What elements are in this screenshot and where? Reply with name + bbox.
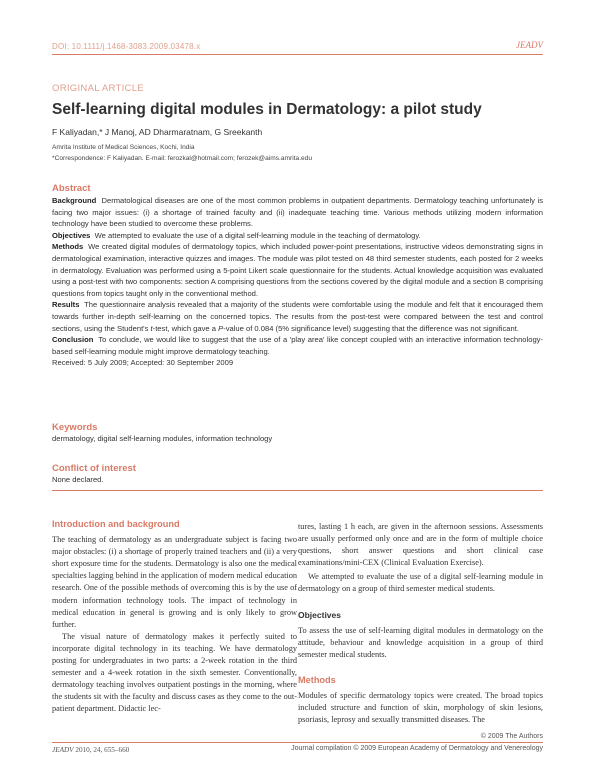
objectives-heading: Objectives bbox=[298, 609, 341, 620]
right-column bbox=[298, 521, 543, 726]
article-title: Self-learning digital modules in Dermatology: a pilot study bbox=[52, 101, 482, 118]
citation-journal: JEADV bbox=[52, 746, 74, 754]
abstract-conclusion bbox=[52, 334, 543, 357]
methods-heading: Methods bbox=[298, 674, 336, 685]
conflict-text: None declared. bbox=[52, 475, 104, 484]
citation bbox=[52, 746, 129, 754]
authors: F Kaliyadan,* J Manoj, AD Dharmaratnam, G Sreekanth bbox=[52, 127, 263, 137]
intro-heading: Introduction and background bbox=[52, 519, 180, 529]
conclusion-label: Conclusion bbox=[52, 335, 94, 345]
results-t: t bbox=[150, 323, 153, 333]
doi-line: DOI: 10.1111/j.1468-3083.2009.03478.x bbox=[52, 42, 201, 51]
results-p: P bbox=[218, 323, 224, 333]
section-tag: ORIGINAL ARTICLE bbox=[52, 83, 144, 94]
objectives-text: We attempted to evaluate the use of a digital self-learning module in the teaching of dermatology. bbox=[94, 230, 421, 240]
objectives-paragraph: To assess the use of self-learning digital modules in dermatology on the attitude, behaviour and knowledge acquisition in a group of third semester medical students. bbox=[298, 625, 543, 659]
conflict-heading: Conflict of interest bbox=[52, 463, 136, 474]
affiliation-block bbox=[52, 143, 312, 164]
methods-label: Methods bbox=[52, 242, 84, 252]
conclusion-text: To conclude, we would like to suggest that the use of a 'play area' like concept coupled with an interactive information technology-based self-learning module might improve dermatology teaching. bbox=[52, 335, 543, 356]
objectives-label: Objectives bbox=[52, 230, 91, 240]
intro-paragraph-2: The visual nature of dermatology makes it perfectly suited to incorporate digital technology in its teaching. We have dermatology posting for undergraduates in two parts: a 2-week rotation in the third semester and a 4-week rotation in the sixth semester. Conventionally, dermatology teaching involves outpatient postings in the morning, where the students sit with the faculty and discuss cases as they come to the out-patient department. Didactic lec- bbox=[52, 631, 297, 714]
results-label: Results bbox=[52, 300, 80, 310]
background-text: Dermatological diseases are one of the most common problems in outpatient departments. Dermatology teaching unfortunately is facing two major issues: (i) a shortage of trained faculty and (ii) inadequate teaching time. Various methods utilizing modern information technology have been studied to overcome these problems. bbox=[52, 196, 543, 229]
background-label: Background bbox=[52, 196, 97, 205]
results-text-b: -test, which gave a bbox=[152, 323, 219, 333]
right-paragraph-1: tures, lasting 1 h each, are given in the afternoon sessions. Assessments are usually performed only once and are in the form of multiple choice questions, short answer questions and short clinical case examinations/mini-CEX (Clinical Evaluation Exercise). bbox=[298, 522, 543, 568]
correspondence: *Correspondence: F Kaliyadan. E-mail: ferozkal@hotmail.com; ferozek@aims.amrita.edu bbox=[52, 154, 313, 162]
abstract-body bbox=[52, 195, 543, 369]
right-paragraph-2: We attempted to evaluate the use of a digital self-learning module in dermatology on a group of third semester medical students. bbox=[298, 572, 543, 594]
left-column bbox=[52, 518, 297, 716]
keywords-text: dermatology, digital self-learning modules, information technology bbox=[52, 434, 273, 443]
citation-details: 2010, 24, 655–660 bbox=[75, 746, 130, 754]
affiliation: Amrita Institute of Medical Sciences, Kochi, India bbox=[52, 144, 195, 151]
copyright: © 2009 The Authors bbox=[480, 733, 543, 740]
footer-rule bbox=[52, 742, 543, 743]
section-rule bbox=[52, 490, 543, 491]
intro-paragraph-1: The teaching of dermatology as an undergraduate subject is facing two major obstacles: (i) a shortage of properly trained teachers and (ii) a very short exposure time for the students. Dermatology is also one the medical specialties lagging behind in the application of modern medical education research. One of the possible methods of overcoming this is by the use of modern information technology tools. The impact of technology in medical education in general is growing and is only likely to grow further. bbox=[52, 535, 297, 629]
header-rule bbox=[52, 54, 543, 55]
journal-tag: JEADV bbox=[516, 40, 543, 50]
results-text-a: The questionnaire analysis revealed that a majority of the students were comfortable using the module and felt that it encouraged them towards further in-depth self-learning on the concerned topics. The results from the post-test were compared between the test and control sections, using the Student's bbox=[52, 300, 543, 333]
results-text-c: -value of 0.084 (5% significance level) suggesting that the difference was not significant. bbox=[223, 323, 519, 333]
journal-compilation: Journal compilation © 2009 European Academy of Dermatology and Venereology bbox=[291, 745, 543, 752]
abstract-objectives bbox=[52, 230, 543, 242]
received-dates: Received: 5 July 2009; Accepted: 30 September 2009 bbox=[52, 358, 234, 368]
abstract-background bbox=[52, 195, 543, 230]
abstract-results bbox=[52, 299, 543, 334]
methods-paragraph: Modules of specific dermatology topics were created. The broad topics included structure and function of skin, morphology of skin lesions, psoriasis, leprosy and sexually transmitted diseases. The bbox=[298, 691, 543, 725]
methods-text: We created digital modules of dermatology topics, which included power-point presentations, instructive videos demonstrating signs in dermatological examination, interactive quizzes and images. The module was pilot tested on 48 third semester students, each posted for 2 weeks in dermatology. Evaluation was performed using a 5-point Likert scale questionnaire for the students. Actual knowledge acquisition was evaluated using a post-test with two components: section A comprising questions from the sections covered by the digital module and a section B comprising questions from topics taught only in the conventional method. bbox=[52, 242, 543, 298]
keywords-heading: Keywords bbox=[52, 422, 98, 433]
abstract-methods bbox=[52, 241, 543, 299]
abstract-heading: Abstract bbox=[52, 183, 91, 194]
